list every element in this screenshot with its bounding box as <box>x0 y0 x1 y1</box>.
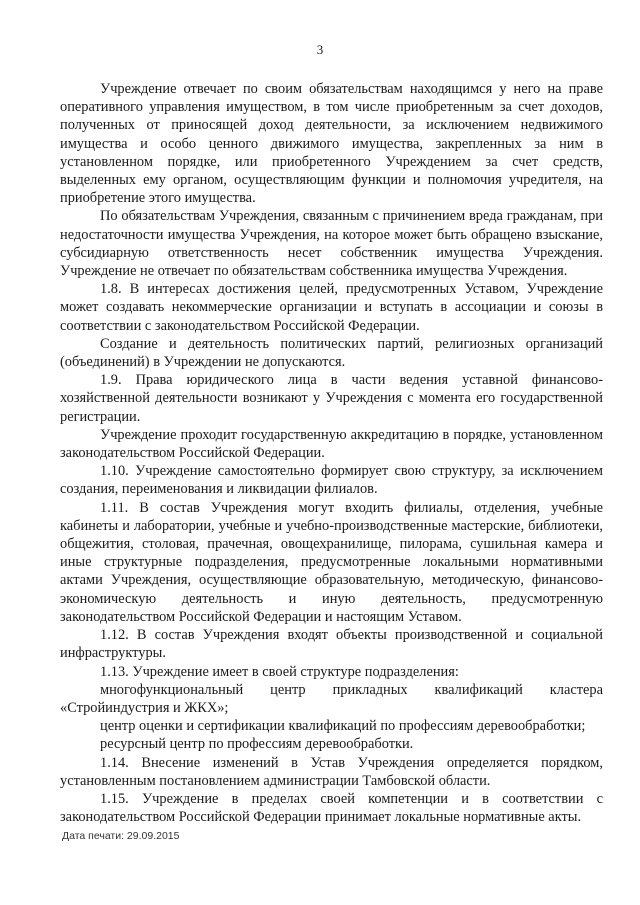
paragraph-assessment-center: центр оценки и сертификации квалификаций по профессиям деревообработки; <box>100 718 586 735</box>
paragraph-1-9: 1.9. Права юридического лица в части ведения уставной финансово-хозяйственной деятельности возникают у Учреждения с момента его государственной регистрации. <box>60 372 603 425</box>
paragraph-1-15: 1.15. Учреждение в пределах своей компетенции и в соответствии с законодательством Российской Федерации принимает локальные нормативные акты. <box>60 790 603 826</box>
paragraph-political-parties: Создание и деятельность политических партий, религиозных организаций (объединений) в Учреждении не допускаются. <box>60 335 603 371</box>
paragraph-1-14: 1.14. Внесение изменений в Устав Учреждения определяется порядком, установленным постановлением администрации Тамбовской области. <box>60 754 603 789</box>
paragraph-1-13: 1.13. Учреждение имеет в своей структуре подразделения: <box>100 663 459 680</box>
paragraph-1-10: 1.10. Учреждение самостоятельно формирует свою структуру, за исключением создания, переименования и ликвидации филиалов. <box>60 463 603 498</box>
paragraph-1-8: 1.8. В интересах достижения целей, предусмотренных Уставом, Учреждение может создавать некоммерческие организации и вступать в ассоциации и союзы в соответствии с законодательством Российской Федерации. <box>60 281 603 334</box>
paragraph-1-12: 1.12. В состав Учреждения входят объекты производственной и социальной инфраструктуры. <box>60 627 603 662</box>
paragraph-multifunctional-center: многофункциональный центр прикладных квалификаций кластера «Стройиндустрия и ЖКХ»; <box>60 681 603 716</box>
paragraph-subsidiary-liability: По обязательствам Учреждения, связанным с причинением вреда гражданам, при недостаточности имущества Учреждения, на которое может быть обращено взыскание, субсидиарную ответственность несет собственник имущества Учреждения. Учреждение не отвечает по обязательствам собственника имущества Учреждения. <box>60 208 603 280</box>
paragraph-accreditation: Учреждение проходит государственную аккредитацию в порядке, установленном законодательством Российской Федерации. <box>60 426 603 462</box>
paragraph-resource-center: ресурсный центр по профессиям деревообработки. <box>100 736 414 753</box>
paragraph-liability: Учреждение отвечает по своим обязательствам находящимся у него на праве оперативного управления имуществом, в том числе приобретенным за счет доходов, полученных от приносящей доход деятельности, за исключением недвижимого имущества и особо ценного движимого имущества, закрепленных за ним в установленном порядке, или приобретенного Учреждением за счет средств, выделенных ему органом, осуществляющим функции и полномочия учредителя, на приобретение этого имущества. <box>60 81 603 207</box>
print-date: Дата печати: 29.09.2015 <box>62 830 180 842</box>
page-number: 3 <box>316 42 324 57</box>
paragraph-1-11: 1.11. В состав Учреждения могут входить филиалы, отделения, учебные кабинеты и лаборатории, учебные и учебно-производственные мастерские, библиотеки, общежития, столовая, прачечная, овощехранилище, пилорама, сушильная камера и иные структурные подразделения, предусмотренные локальными нормативными актами Учреждения, осуществляющие образовательную, методическую, финансово-экономическую деятельность и иную деятельность, предусмотренную законодательством Российской Федерации и настоящим Уставом. <box>60 499 603 625</box>
document-body <box>60 80 603 826</box>
